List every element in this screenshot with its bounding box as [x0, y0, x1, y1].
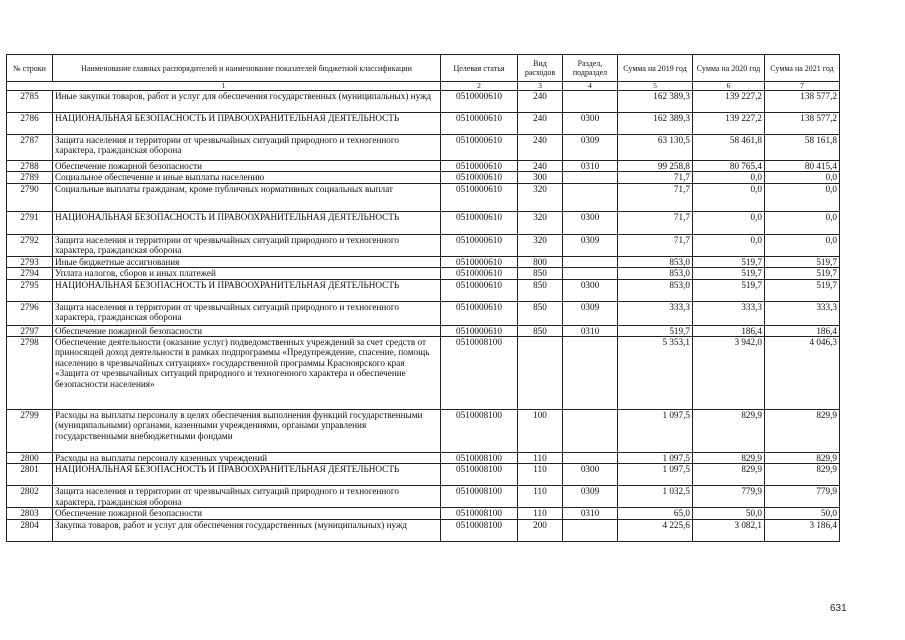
header-sum-2019: Сумма на 2019 год: [618, 55, 693, 82]
row-name: Социальные выплаты гражданам, кроме публичных нормативных социальных выплат: [53, 183, 441, 211]
row-target-article: 0510000610: [441, 234, 518, 256]
table-row: [7, 183, 840, 211]
row-number: 2785: [7, 91, 53, 113]
row-expense-type: 850: [518, 279, 563, 301]
table-row: [7, 453, 840, 464]
column-number: 4: [563, 82, 618, 91]
row-sum-2019: 71,7: [618, 211, 693, 234]
row-sum-2020: 519,7: [693, 279, 765, 301]
row-sum-2021: 829,9: [765, 464, 840, 486]
row-sum-2020: 139 227,2: [693, 113, 765, 135]
row-number: 2800: [7, 453, 53, 464]
column-number: 3: [518, 82, 563, 91]
row-section: 0309: [563, 486, 618, 508]
row-sum-2019: 162 389,3: [618, 91, 693, 113]
row-expense-type: 110: [518, 464, 563, 486]
row-target-article: 0510000610: [441, 268, 518, 279]
row-sum-2021: 519,7: [765, 279, 840, 301]
table-row: [7, 508, 840, 519]
budget-table: [6, 54, 840, 542]
row-expense-type: 110: [518, 453, 563, 464]
row-number: 2792: [7, 234, 53, 256]
row-sum-2021: 829,9: [765, 453, 840, 464]
row-sum-2020: 829,9: [693, 464, 765, 486]
row-name: Защита населения и территории от чрезвычайных ситуаций природного и техногенного характера, гражданская оборона: [53, 301, 441, 325]
row-target-article: 0510000610: [441, 172, 518, 183]
row-name: Защита населения и территории от чрезвычайных ситуаций природного и техногенного характера, гражданская оборона: [53, 486, 441, 508]
row-target-article: 0510008100: [441, 410, 518, 453]
row-sum-2020: 829,9: [693, 410, 765, 453]
row-name: Обеспечение пожарной безопасности: [53, 508, 441, 519]
table-row: [7, 256, 840, 267]
row-target-article: 0510000610: [441, 183, 518, 211]
row-sum-2019: 1 032,5: [618, 486, 693, 508]
row-sum-2019: 853,0: [618, 268, 693, 279]
row-target-article: 0510008100: [441, 464, 518, 486]
row-sum-2020: 50,0: [693, 508, 765, 519]
column-number: 1: [7, 82, 441, 91]
row-target-article: 0510000610: [441, 325, 518, 336]
row-sum-2020: 829,9: [693, 453, 765, 464]
row-target-article: 0510008100: [441, 486, 518, 508]
row-expense-type: 850: [518, 301, 563, 325]
row-expense-type: 240: [518, 91, 563, 113]
row-sum-2019: 333,3: [618, 301, 693, 325]
row-sum-2021: 138 577,2: [765, 91, 840, 113]
table-row: [7, 135, 840, 161]
row-expense-type: 200: [518, 519, 563, 541]
table-row: [7, 519, 840, 541]
row-name: Защита населения и территории от чрезвычайных ситуаций природного и техногенного характера, гражданская оборона: [53, 135, 441, 161]
row-sum-2019: 853,0: [618, 256, 693, 267]
row-target-article: 0510008100: [441, 508, 518, 519]
row-sum-2021: 0,0: [765, 172, 840, 183]
column-number: 7: [765, 82, 840, 91]
row-target-article: 0510000610: [441, 211, 518, 234]
row-expense-type: 320: [518, 183, 563, 211]
column-number: 6: [693, 82, 765, 91]
row-number: 2794: [7, 268, 53, 279]
row-sum-2020: 0,0: [693, 211, 765, 234]
header-sum-2020: Сумма на 2020 год: [693, 55, 765, 82]
row-name: Социальное обеспечение и иные выплаты населению: [53, 172, 441, 183]
row-target-article: 0510000610: [441, 91, 518, 113]
row-sum-2020: 0,0: [693, 234, 765, 256]
row-target-article: 0510000610: [441, 113, 518, 135]
table-row: [7, 410, 840, 453]
row-sum-2020: 519,7: [693, 268, 765, 279]
row-sum-2021: 138 577,2: [765, 113, 840, 135]
row-section: 0309: [563, 135, 618, 161]
row-name: НАЦИОНАЛЬНАЯ БЕЗОПАСНОСТЬ И ПРАВООХРАНИТЕЛЬНАЯ ДЕЯТЕЛЬНОСТЬ: [53, 279, 441, 301]
row-name: Закупка товаров, работ и услуг для обеспечения государственных (муниципальных) нужд: [53, 519, 441, 541]
row-name: Иные бюджетные ассигнования: [53, 256, 441, 267]
row-sum-2019: 71,7: [618, 183, 693, 211]
row-sum-2020: 3 942,0: [693, 337, 765, 410]
row-sum-2019: 71,7: [618, 234, 693, 256]
row-sum-2019: 63 130,5: [618, 135, 693, 161]
row-number: 2793: [7, 256, 53, 267]
row-expense-type: 100: [518, 410, 563, 453]
row-sum-2021: 333,3: [765, 301, 840, 325]
table-row: [7, 161, 840, 172]
row-target-article: 0510000610: [441, 256, 518, 267]
row-expense-type: 800: [518, 256, 563, 267]
row-number: 2797: [7, 325, 53, 336]
table-row: [7, 211, 840, 234]
row-sum-2021: 3 186,4: [765, 519, 840, 541]
row-name: НАЦИОНАЛЬНАЯ БЕЗОПАСНОСТЬ И ПРАВООХРАНИТЕЛЬНАЯ ДЕЯТЕЛЬНОСТЬ: [53, 113, 441, 135]
row-number: 2786: [7, 113, 53, 135]
row-number: 2787: [7, 135, 53, 161]
column-number: 2: [441, 82, 518, 91]
row-name: Обеспечение деятельности (оказание услуг) подведомственных учреждений за счет средств от приносящей доход деятельности в рамках подпрограммы «Предупреждение, спасение, помощь населению в чрезвычайных ситуациях» государственной программы Красноярского края «Защита от чрезвычайных ситуаций природного и техногенного характера и обеспечение безопасности населения»: [53, 337, 441, 410]
row-sum-2019: 162 389,3: [618, 113, 693, 135]
row-number: 2798: [7, 337, 53, 410]
row-sum-2020: 0,0: [693, 183, 765, 211]
row-expense-type: 320: [518, 234, 563, 256]
row-number: 2788: [7, 161, 53, 172]
row-sum-2020: 519,7: [693, 256, 765, 267]
row-target-article: 0510008100: [441, 337, 518, 410]
table-row: [7, 91, 840, 113]
column-number: 5: [618, 82, 693, 91]
row-sum-2021: 0,0: [765, 183, 840, 211]
row-name: Обеспечение пожарной безопасности: [53, 325, 441, 336]
row-section: [563, 256, 618, 267]
row-name: Иные закупки товаров, работ и услуг для обеспечения государственных (муниципальных) нужд: [53, 91, 441, 113]
row-number: 2802: [7, 486, 53, 508]
row-section: 0310: [563, 508, 618, 519]
table-row: [7, 113, 840, 135]
row-sum-2021: 0,0: [765, 211, 840, 234]
row-sum-2021: 4 046,3: [765, 337, 840, 410]
row-section: [563, 410, 618, 453]
row-section: 0309: [563, 301, 618, 325]
row-section: 0310: [563, 161, 618, 172]
row-sum-2019: 71,7: [618, 172, 693, 183]
row-expense-type: 240: [518, 161, 563, 172]
row-sum-2021: 829,9: [765, 410, 840, 453]
row-name: НАЦИОНАЛЬНАЯ БЕЗОПАСНОСТЬ И ПРАВООХРАНИТЕЛЬНАЯ ДЕЯТЕЛЬНОСТЬ: [53, 464, 441, 486]
row-section: [563, 172, 618, 183]
row-name: Защита населения и территории от чрезвычайных ситуаций природного и техногенного характера, гражданская оборона: [53, 234, 441, 256]
row-name: Обеспечение пожарной безопасности: [53, 161, 441, 172]
table-row: [7, 486, 840, 508]
row-sum-2019: 853,0: [618, 279, 693, 301]
table-row: [7, 325, 840, 336]
row-target-article: 0510000610: [441, 301, 518, 325]
row-expense-type: 320: [518, 211, 563, 234]
row-name: Расходы на выплаты персоналу казенных учреждений: [53, 453, 441, 464]
row-sum-2019: 5 353,1: [618, 337, 693, 410]
row-target-article: 0510008100: [441, 453, 518, 464]
row-expense-type: 300: [518, 172, 563, 183]
row-sum-2021: 519,7: [765, 268, 840, 279]
row-sum-2020: 0,0: [693, 172, 765, 183]
row-name: Расходы на выплаты персоналу в целях обеспечения выполнения функций государственными (муниципальными) органами, казенными учреждениями, органами управления государственными внебюджетными фондами: [53, 410, 441, 453]
row-sum-2020: 58 461,8: [693, 135, 765, 161]
row-sum-2021: 0,0: [765, 234, 840, 256]
row-number: 2803: [7, 508, 53, 519]
row-sum-2021: 186,4: [765, 325, 840, 336]
row-expense-type: 110: [518, 486, 563, 508]
table-row: [7, 464, 840, 486]
table-row: [7, 268, 840, 279]
row-section: [563, 183, 618, 211]
header-section: Раздел, подраздел: [563, 55, 618, 82]
row-section: [563, 337, 618, 410]
column-number-row: [7, 82, 840, 91]
row-number: 2799: [7, 410, 53, 453]
header-name: Наименование главных распорядителей и наименование показателей бюджетной классификации: [53, 55, 441, 82]
row-number: 2796: [7, 301, 53, 325]
row-expense-type: 850: [518, 325, 563, 336]
row-section: 0310: [563, 325, 618, 336]
row-name: НАЦИОНАЛЬНАЯ БЕЗОПАСНОСТЬ И ПРАВООХРАНИТЕЛЬНАЯ ДЕЯТЕЛЬНОСТЬ: [53, 211, 441, 234]
table-row: [7, 172, 840, 183]
table-row: [7, 234, 840, 256]
row-number: 2795: [7, 279, 53, 301]
row-expense-type: 240: [518, 113, 563, 135]
row-section: 0300: [563, 211, 618, 234]
table-row: [7, 279, 840, 301]
row-number: 2790: [7, 183, 53, 211]
table-row: [7, 337, 840, 410]
row-sum-2020: 80 765,4: [693, 161, 765, 172]
row-sum-2021: 80 415,4: [765, 161, 840, 172]
row-sum-2021: 50,0: [765, 508, 840, 519]
row-section: [563, 519, 618, 541]
header-target-article: Целевая статья: [441, 55, 518, 82]
row-number: 2801: [7, 464, 53, 486]
row-target-article: 0510008100: [441, 519, 518, 541]
header-expense-type: Вид расходов: [518, 55, 563, 82]
row-sum-2019: 99 258,8: [618, 161, 693, 172]
row-expense-type: [518, 337, 563, 410]
row-sum-2019: 1 097,5: [618, 453, 693, 464]
row-target-article: 0510000610: [441, 161, 518, 172]
row-sum-2020: 779,9: [693, 486, 765, 508]
row-name: Уплата налогов, сборов и иных платежей: [53, 268, 441, 279]
row-sum-2021: 58 161,8: [765, 135, 840, 161]
row-sum-2020: 3 082,1: [693, 519, 765, 541]
row-section: 0300: [563, 113, 618, 135]
row-number: 2791: [7, 211, 53, 234]
row-expense-type: 850: [518, 268, 563, 279]
table-row: [7, 301, 840, 325]
row-sum-2020: 333,3: [693, 301, 765, 325]
header-row: [7, 55, 840, 82]
row-sum-2021: 779,9: [765, 486, 840, 508]
row-sum-2020: 186,4: [693, 325, 765, 336]
row-sum-2019: 1 097,5: [618, 410, 693, 453]
row-expense-type: 110: [518, 508, 563, 519]
page-number: 631: [830, 603, 847, 614]
row-expense-type: 240: [518, 135, 563, 161]
row-target-article: 0510000610: [441, 135, 518, 161]
row-section: 0300: [563, 464, 618, 486]
header-row-number: № строки: [7, 55, 53, 82]
row-sum-2019: 65,0: [618, 508, 693, 519]
row-sum-2019: 1 097,5: [618, 464, 693, 486]
row-number: 2789: [7, 172, 53, 183]
row-number: 2804: [7, 519, 53, 541]
row-section: [563, 268, 618, 279]
row-sum-2019: 519,7: [618, 325, 693, 336]
row-sum-2019: 4 225,6: [618, 519, 693, 541]
row-section: 0300: [563, 279, 618, 301]
row-section: [563, 453, 618, 464]
row-section: 0309: [563, 234, 618, 256]
row-sum-2020: 139 227,2: [693, 91, 765, 113]
row-sum-2021: 519,7: [765, 256, 840, 267]
row-section: [563, 91, 618, 113]
header-sum-2021: Сумма на 2021 год: [765, 55, 840, 82]
row-target-article: 0510000610: [441, 279, 518, 301]
